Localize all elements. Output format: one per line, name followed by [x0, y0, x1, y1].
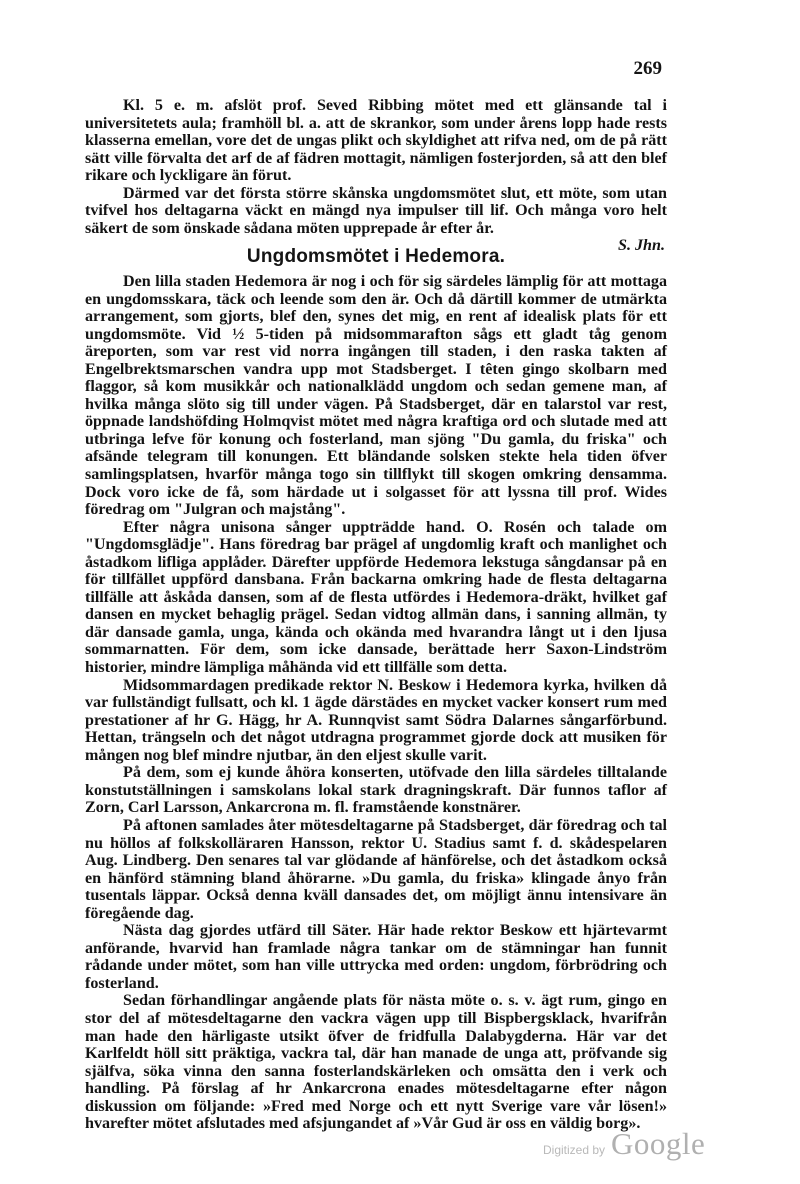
digitized-by-google-watermark — [543, 1126, 773, 1166]
author-signature: S. Jhn. — [618, 237, 665, 255]
opening-text — [85, 97, 667, 255]
section-body — [85, 273, 667, 1133]
section-heading: Ungdomsmötet i Hedemora. — [246, 246, 506, 267]
paragraph: Nästa dag gjordes utfärd till Säter. Här hade rektor Beskow ett hjärtevarmt anförande, hvarvid han framlade några tankar om de stämningar han funnit rådande under mötet, som han ville uttrycka med orden: ungdom, förbrödring och fosterland. — [85, 922, 667, 992]
paragraph: Efter några unisona sånger uppträdde hand. O. Rosén och talade om "Ungdomsglädje". Hans föredrag bar prägel af ungdomlig kraft och manlighet och åstadkom lifliga applåder. Därefter uppförde Hedemora lekstuga sångdansar på en för tillfället uppförd dansbana. Från backarna omkring hade de flesta deltagarna tillfälle att åskåda dansen, som af de flesta utfördes i Hedemora-dräkt, hvilket gaf dansen en mycket behaglig prägel. Sedan vidtog allmän dans, i sanning allmän, ty där dansade gamla, unga, kända och okända med hvarandra långt ut i den ljusa sommarnatten. För dem, som icke dansade, berättade herr Saxon-Lindström historier, mindre lämpliga måhända vid ett tillfälle som detta. — [85, 518, 667, 677]
paragraph: Midsommardagen predikade rektor N. Beskow i Hedemora kyrka, hvilken då var fullständigt fullsatt, och kl. 1 ägde därstädes en mycket vacker konsert rum med prestationer af hr G. Hägg, hr A. Runnqvist samt Södra Dalarnes sångarförbund. Hettan, trängseln och det något utdragna programmet gjorde dock att musiken för mången nog blef mindre njutbar, än den eljest skulle varit. — [85, 676, 667, 764]
paragraph: På dem, som ej kunde åhöra konserten, utöfvade den lilla särdeles tilltalande konstutställningen i samskolans lokal stark dragningskraft. Där funnos taflor af Zorn, Carl Larsson, Ankarcrona m. fl. framstående konstnärer. — [85, 764, 667, 817]
paragraph: Den lilla staden Hedemora är nog i och för sig särdeles lämplig för att mottaga en ungdomsskara, täck och leende som den är. Och då därtill kommer de utmärkta arrangement, som gjorts, blef den, synes det mig, en rent af idealisk plats för ett ungdomsmöte. Vid ½ 5-tiden på midsommarafton sågs ett gladt tåg genom äreporten, som var rest vid norra ingången till staden, i den raska takten af Engelbrektsmarschen vandra upp mot Stadsberget. I têten gingo skolbarn med flaggor, så kom musikkår och nationalklädd ungdom och sedan gemene man, af hvilka många slöto sig till under vägen. På Stadsberget, där en talarstol var rest, öppnade landshöfding Holmqvist mötet med några kraftiga ord och slutade med att utbringa lefve för konung och fosterland, man sjöng "Du gamla, du friska" och afsände telegram till konungen. Ett bländande solsken stekte hela tiden öfver samlingsplatsen, hvarför många togo sin tillflykt till skogen omkring densamma. Dock voro icke de få, som härdade ut i solgasset för att lyssna till prof. Wides föredrag om "Julgran och majstång". — [85, 273, 667, 519]
page-number: 269 — [633, 58, 662, 79]
paragraph: På aftonen samlades åter mötesdeltagarne på Stadsberget, där föredrag och tal nu höllos af folkskolläraren Hansson, rektor U. Stadius samt f. d. skådespelaren Aug. Lindberg. Den senares tal var glödande af hänförelse, och det åstadkom också en hänförd stämning bland åhörarne. »Du gamla, du friska» klingade ånyo från tusentals läppar. Också denna kväll dansades det, om möjligt ännu intensivare än föregående dag. — [85, 816, 667, 922]
google-logo: Google — [611, 1126, 706, 1161]
paragraph: Sedan förhandlingar angående plats för nästa möte o. s. v. ägt rum, gingo en stor del af mötesdeltagarne den vackra vägen upp till Bispbergsklack, hvarifrån man hade den härligaste utsikt öfver de fridfulla Dalabygderna. Här var det Karlfeldt höll sitt präktiga, vackra tal, där han manade de unga att, pröfvande sig själfva, söka vinna den sanna fosterlandskärleken och omsätta den i verk och handling. På förslag af hr Ankarcrona enades mötesdeltagarne efter någon diskussion om följande: »Fred med Norge och ett nytt Sverige vare vår lösen!» hvarefter mötet afslutades med afsjungandet af »Vår Gud är oss en väldig borg». — [85, 992, 667, 1133]
paragraph: Därmed var det första större skånska ungdomsmötet slut, ett möte, som utan tvifvel hos deltagarna väckt en mängd nya impulser till lif. Och många voro helt säkert de som önskade sådana möten upprepade år efter år. — [85, 184, 667, 237]
paragraph: Kl. 5 e. m. afslöt prof. Seved Ribbing mötet med ett glänsande tal i universitetets aula; framhöll bl. a. att de skrankor, som under årens lopp hade rests klasserna emellan, vore det de ungas plikt och skyldighet att rifva ned, om de på rätt sätt ville förvalta det arf de af fädren mottagit, nämligen fosterjorden, så att den blef rikare och lyckligare än förut. — [85, 97, 667, 185]
watermark-prefix: Digitized by — [543, 1143, 606, 1157]
